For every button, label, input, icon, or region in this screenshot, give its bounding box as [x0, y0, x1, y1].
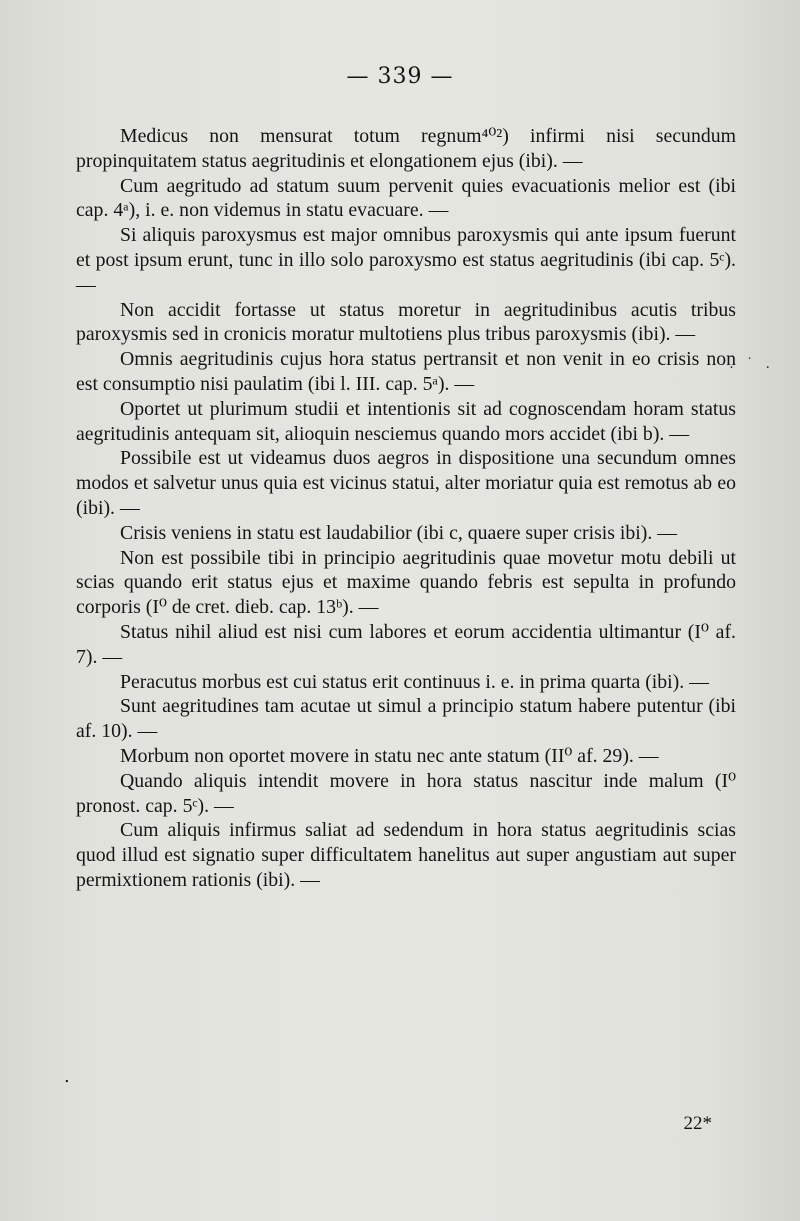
main-text [76, 124, 736, 893]
paragraph: Morbum non oportet movere in statu nec ante statum (II⁰ af. 29). — [120, 744, 659, 767]
page-number: — 339 — [346, 64, 454, 89]
paragraph: Medicus non mensurat totum regnum⁴⁰²) infirmi nisi secundum propinquitatem status aegritudinis et elongationem ejus (ibi). — [76, 125, 736, 172]
left-margin-dot: . [64, 1066, 70, 1087]
paragraph: Omnis aegritudinis cujus hora status pertransit et non venit in eo crisis non est consumptio nisi paulatim (ibi l. III. cap. 5ᵃ). — [76, 348, 736, 395]
paragraph: Non accidit fortasse ut status moretur in aegritudinibus acutis tribus paroxysmis sed in cronicis moratur multotiens plus tribus paroxysmis (ibi). — [76, 298, 736, 346]
paragraph: Non est possibile tibi in principio aegritudinis quae movetur motu debili ut scias quando erit status ejus et maxime quando febris est sepulta in profundo corporis (I⁰ de cret. dieb. cap. 13ᵇ). — [76, 546, 736, 619]
paragraph: Possibile est ut videamus duos aegros in dispositione una secundum omnes modos et salvetur unus quia est vicinus statui, alter moriatur quia est remotus ab eo (ibi). — [76, 447, 736, 519]
margin-dots: . ˙ . [729, 356, 774, 372]
paragraph: Cum aegritudo ad statum suum pervenit quies evacuationis melior est (ibi cap. 4ᵃ), i. e. non videmus in statu evacuare. — [76, 174, 736, 222]
paragraph: Peracutus morbus est cui status erit continuus i. e. in prima quarta (ibi). — [120, 670, 709, 693]
paragraph: Cum aliquis infirmus saliat ad sedendum in hora status aegritudinis scias quod illud est signatio super difficultatem hanelitus aut super angustiam aut super permixtionem rationis (ibi). — [76, 819, 736, 891]
paragraph: Oportet ut plurimum studii et intentionis sit ad cognoscendam horam status aegritudinis antequam sit, alioquin nesciemus quando mors accidet (ibi b). — [76, 397, 736, 445]
paragraph: Quando aliquis intendit movere in hora status nascitur inde malum (I⁰ pronost. cap. 5ᶜ). — [76, 769, 736, 817]
paragraph: Si aliquis paroxysmus est major omnibus paroxysmis qui ante ipsum fuerunt et post ipsum erunt, tunc in illo solo paroxysmo est status aegritudinis (ibi cap. 5ᶜ). — [76, 224, 736, 296]
paragraph: Sunt aegritudines tam acutae ut simul a principio statum habere putentur (ibi af. 10). — [76, 695, 736, 743]
signature-mark: 22* [683, 1113, 712, 1134]
paragraph: Crisis veniens in statu est laudabilior (ibi c, quaere super crisis ibi). — [120, 521, 678, 544]
paragraph: Status nihil aliud est nisi cum labores et eorum accidentia ultimantur (I⁰ af. 7). — [76, 620, 736, 668]
